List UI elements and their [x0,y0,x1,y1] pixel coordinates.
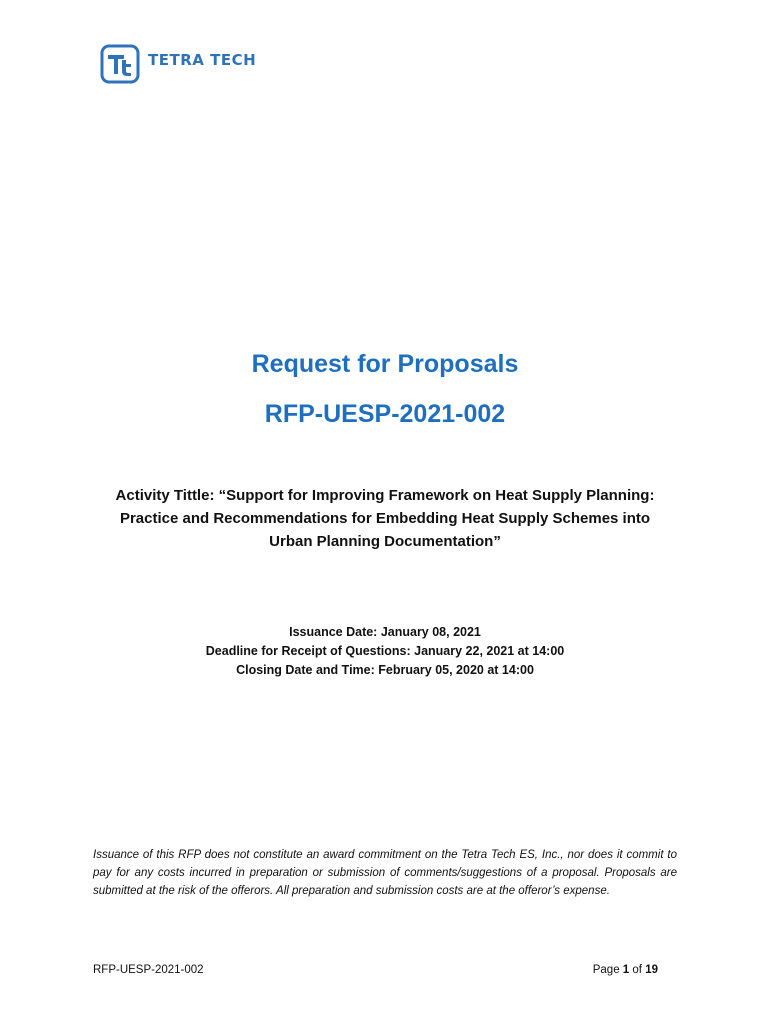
key-dates [0,623,770,680]
issuance-date: Issuance Date: January 08, 2021 [289,625,481,639]
activity-title [85,484,685,553]
closing-date: Closing Date and Time: February 05, 2020 at 14:00 [236,663,534,677]
page-total: 19 [645,964,658,976]
page-label: Page [592,964,620,976]
page-number [593,964,658,976]
rfp-number: RFP-UESP-2021-002 [264,400,506,428]
footer-doc-id: RFP-UESP-2021-002 [93,964,204,976]
activity-title-line: Practice and Recommendations for Embedding Heat Supply Schemes into [119,510,651,527]
document-heading: Request for Proposals [251,350,519,378]
logo-wordmark: TETRA TECH [148,51,257,69]
activity-title-line: Activity Tittle: “Support for Improving Framework on Heat Supply Planning: [115,487,655,504]
tetra-tech-logo-icon [100,44,140,84]
page-current: 1 [622,964,630,976]
disclaimer-text: Issuance of this RFP does not constitute an award commitment on the Tetra Tech ES, Inc., nor does it commit to pay for any costs incurred in preparation or submission of comments/suggestions of a proposal. Proposals are submitted at the risk of the offerors. All preparation and submission costs are at the offeror’s expense. [93,849,677,897]
activity-title-line: Urban Planning Documentation” [269,533,501,550]
tetra-tech-logo [100,43,256,85]
questions-deadline: Deadline for Receipt of Questions: January 22, 2021 at 14:00 [205,644,565,658]
page-of: of [632,964,642,976]
